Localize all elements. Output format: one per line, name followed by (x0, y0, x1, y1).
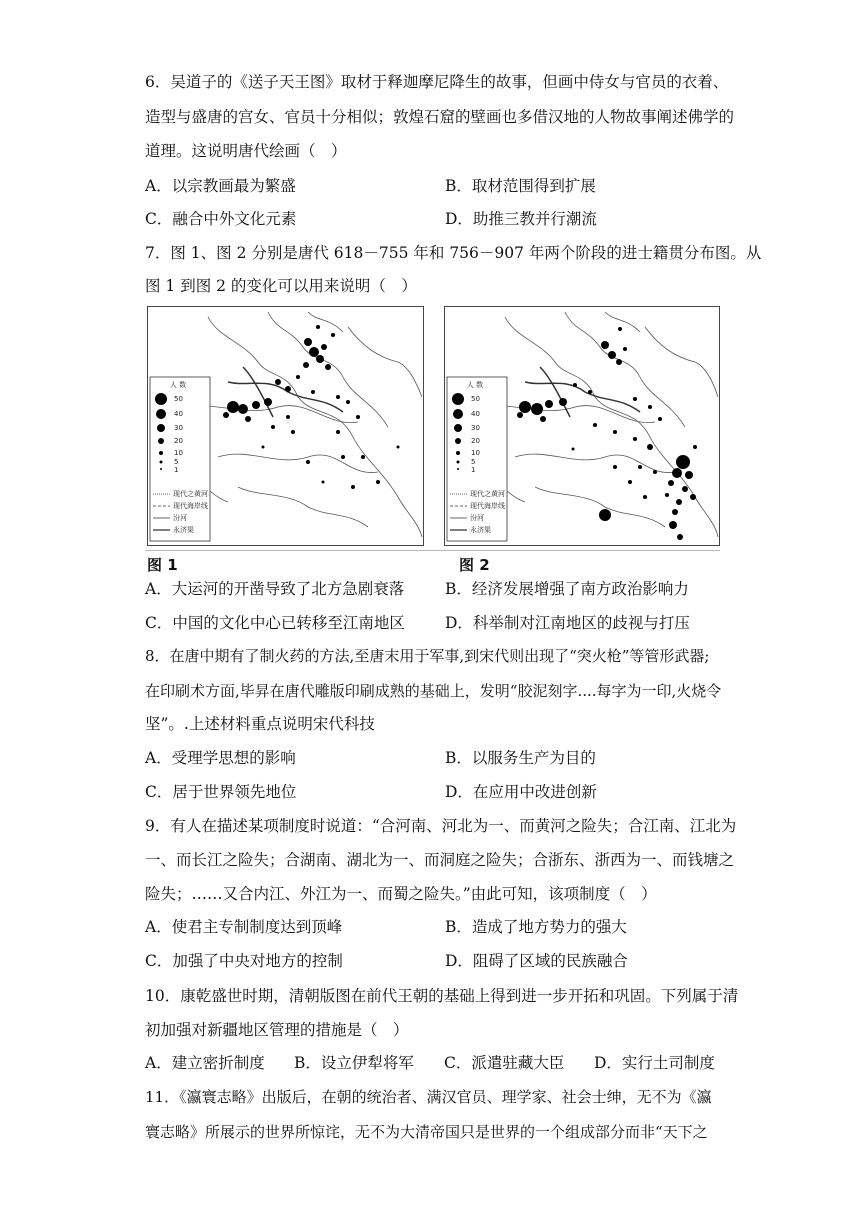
map-1-svg (148, 307, 423, 545)
legend-value: 20 (174, 437, 183, 445)
q6-option-c[interactable]: C．融合中外文化元素 (145, 210, 297, 228)
legend-line-label: 汾河 (173, 514, 187, 522)
q7-option-b[interactable]: B．经济发展增强了南方政治影响力 (445, 580, 689, 598)
q6-option-a[interactable]: A．以宗教画最为繁盛 (145, 177, 296, 195)
legend-value: 30 (471, 424, 480, 432)
q7-option-a[interactable]: A．大运河的开凿导致了北方急剧衰落 (145, 580, 405, 598)
question-7-line-2: 图 1 到图 2 的变化可以用来说明（ ） (145, 277, 417, 295)
question-11-line-2: 寰志略》所展示的世界所惊诧，无不为大清帝国只是世界的一个组成部分而非“天下之 (145, 1123, 708, 1141)
question-8-line-1: 8．在唐中期有了制火药的方法,至唐末用于军事,到宋代则出现了“突火枪”等管形武器; (145, 647, 710, 665)
legend-title: 人 数 (169, 381, 187, 389)
q8-option-d[interactable]: D．在应用中改进创新 (445, 783, 597, 801)
q9-option-b[interactable]: B．造成了地方势力的强大 (445, 918, 627, 936)
figure-2-map (444, 306, 720, 546)
legend-line-label: 现代之黄河 (470, 490, 505, 498)
q10-option-c[interactable]: C．派遣驻藏大臣 (444, 1054, 565, 1072)
q6-option-d[interactable]: D．助推三教并行潮流 (445, 210, 597, 228)
legend-value: 40 (471, 410, 480, 418)
legend-value: 10 (471, 449, 480, 457)
q10-option-b[interactable]: B．设立伊犁将军 (294, 1054, 414, 1072)
map-2-svg (445, 307, 719, 545)
q8-option-c[interactable]: C．居于世界领先地位 (145, 783, 297, 801)
question-8-line-3: 坚”。.上述材料重点说明宋代科技 (145, 715, 375, 733)
figure-1-map (147, 306, 424, 546)
q8-option-b[interactable]: B．以服务生产为目的 (445, 749, 596, 767)
figure-divider (145, 550, 720, 551)
question-6-line-1: 6．吴道子的《送子天王图》取材于释迦摩尼降生的故事，但画中侍女与官员的衣着、 (145, 73, 729, 91)
question-9-line-2: 一、而长江之险失；合湖南、湖北为一、而洞庭之险失；合浙东、浙西为一、而钱塘之 (145, 851, 735, 869)
question-10-line-2: 初加强对新疆地区管理的措施是（ ） (145, 1021, 409, 1039)
q9-option-c[interactable]: C．加强了中央对地方的控制 (145, 952, 343, 970)
legend-line-label: 现代之黄河 (173, 490, 208, 498)
question-11-line-1: 11．《瀛寰志略》出版后，在朝的统治者、满汉官员、理学家、社会士绅，无不为《瀛 (145, 1088, 712, 1106)
legend-line-label: 现代海岸线 (173, 502, 208, 510)
legend-value: 30 (174, 424, 183, 432)
legend-value: 50 (174, 395, 183, 403)
legend-value: 1 (471, 466, 476, 474)
question-8-line-2: 在印刷术方面,毕昇在唐代雕版印刷成熟的基础上，发明“胶泥刻字....每字为一印,火烧令 (145, 682, 722, 700)
legend-title: 人 数 (466, 381, 484, 389)
q6-option-b[interactable]: B．取材范围得到扩展 (445, 177, 596, 195)
question-6-line-2: 造型与盛唐的宫女、官员十分相似；敦煌石窟的壁画也多借汉地的人物故事阐述佛学的 (145, 108, 735, 126)
figure-2-caption: 图 2 (459, 556, 490, 574)
q7-option-c[interactable]: C．中国的文化中心已转移至江南地区 (145, 614, 405, 632)
legend-value: 50 (471, 395, 480, 403)
question-6-line-3: 道理。这说明唐代绘画（ ） (145, 142, 347, 160)
q8-option-a[interactable]: A．受理学思想的影响 (145, 749, 296, 767)
question-9-line-3: 险失；……又合内江、外江为一、而蜀之险失。”由此可知，该项制度（ ） (145, 885, 657, 903)
legend-value: 5 (174, 458, 179, 466)
legend-value: 5 (471, 458, 476, 466)
figure-1-caption: 图 1 (147, 556, 178, 574)
legend-line-label: 永济渠 (173, 526, 194, 534)
q10-option-d[interactable]: D．实行土司制度 (594, 1054, 715, 1072)
legend-value: 10 (174, 449, 183, 457)
legend-line-label: 汾河 (470, 514, 484, 522)
question-7-line-1: 7．图 1、图 2 分别是唐代 618－755 年和 756－907 年两个阶段的进士籍贯分布图。从 (145, 244, 762, 262)
legend-line-label: 永济渠 (470, 526, 491, 534)
q7-option-d[interactable]: D．科举制对江南地区的歧视与打压 (445, 614, 690, 632)
legend-value: 40 (174, 410, 183, 418)
q9-option-d[interactable]: D．阻碍了区域的民族融合 (445, 952, 628, 970)
q9-option-a[interactable]: A．使君主专制制度达到顶峰 (145, 918, 343, 936)
legend-value: 1 (174, 466, 179, 474)
question-10-line-1: 10．康乾盛世时期，清朝版图在前代王朝的基础上得到进一步开拓和巩固。下列属于清 (145, 987, 739, 1005)
question-9-line-1: 9．有人在描述某项制度时说道：“合河南、河北为一、而黄河之险失；合江南、江北为 (145, 817, 737, 835)
q10-option-a[interactable]: A．建立密折制度 (145, 1054, 265, 1072)
legend-value: 20 (471, 437, 480, 445)
legend-line-label: 现代海岸线 (470, 502, 505, 510)
